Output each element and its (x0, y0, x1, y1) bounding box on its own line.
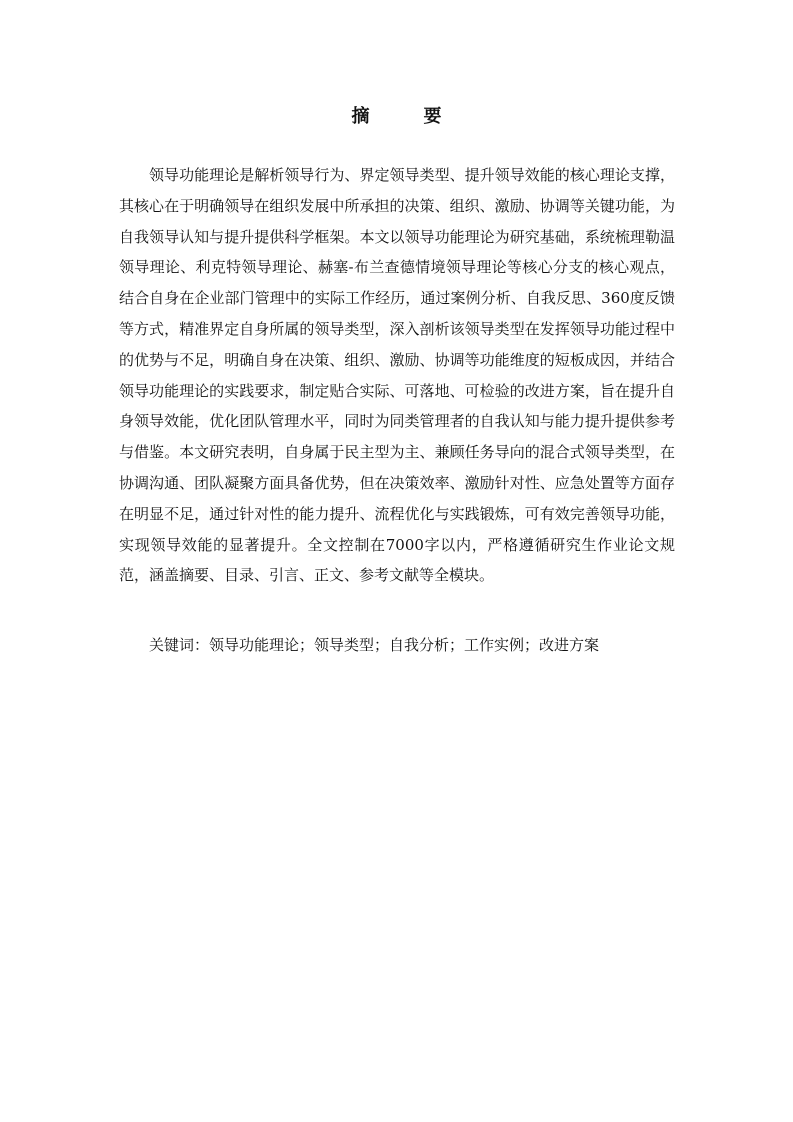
keywords-text: 领导功能理论；领导类型；自我分析；工作实例；改进方案 (209, 636, 600, 654)
keywords-line (119, 630, 675, 660)
abstract-body (119, 160, 675, 591)
abstract-text: 领导功能理论是解析领导行为、界定领导类型、提升领导效能的核心理论支撑，其核心在于明确领导在组织发展中所承担的决策、组织、激励、协调等关键功能，为自我领导认知与提升提供科学框架。本文以领导功能理论为研究基础，系统梳理勒温领导理论、利克特领导理论、赫塞-布兰查德情境领导理论等核心分支的核心观点，结合自身在企业部门管理中的实际工作经历，通过案例分析、自我反思、360度反馈等方式，精准界定自身所属的领导类型，深入剖析该领导类型在发挥领导功能过程中的优势与不足，明确自身在决策、组织、激励、协调等功能维度的短板成因，并结合领导功能理论的实践要求，制定贴合实际、可落地、可检验的改进方案，旨在提升自身领导效能，优化团队管理水平，同时为同类管理者的自我认知与能力提升提供参考与借鉴。本文研究表明，自身属于民主型为主、兼顾任务导向的混合式领导类型，在协调沟通、团队凝聚方面具备优势，但在决策效率、激励针对性、应急处置等方面存在明显不足，通过针对性的能力提升、流程优化与实践锻炼，可有效完善领导功能，实现领导效能的显著提升。全文控制在7000字以内，严格遵循研究生作业论文规范，涵盖摘要、目录、引言、正文、参考文献等全模块。 (119, 166, 675, 585)
keywords-label: 关键词： (149, 636, 210, 654)
abstract-title: 摘 要 (351, 106, 460, 127)
